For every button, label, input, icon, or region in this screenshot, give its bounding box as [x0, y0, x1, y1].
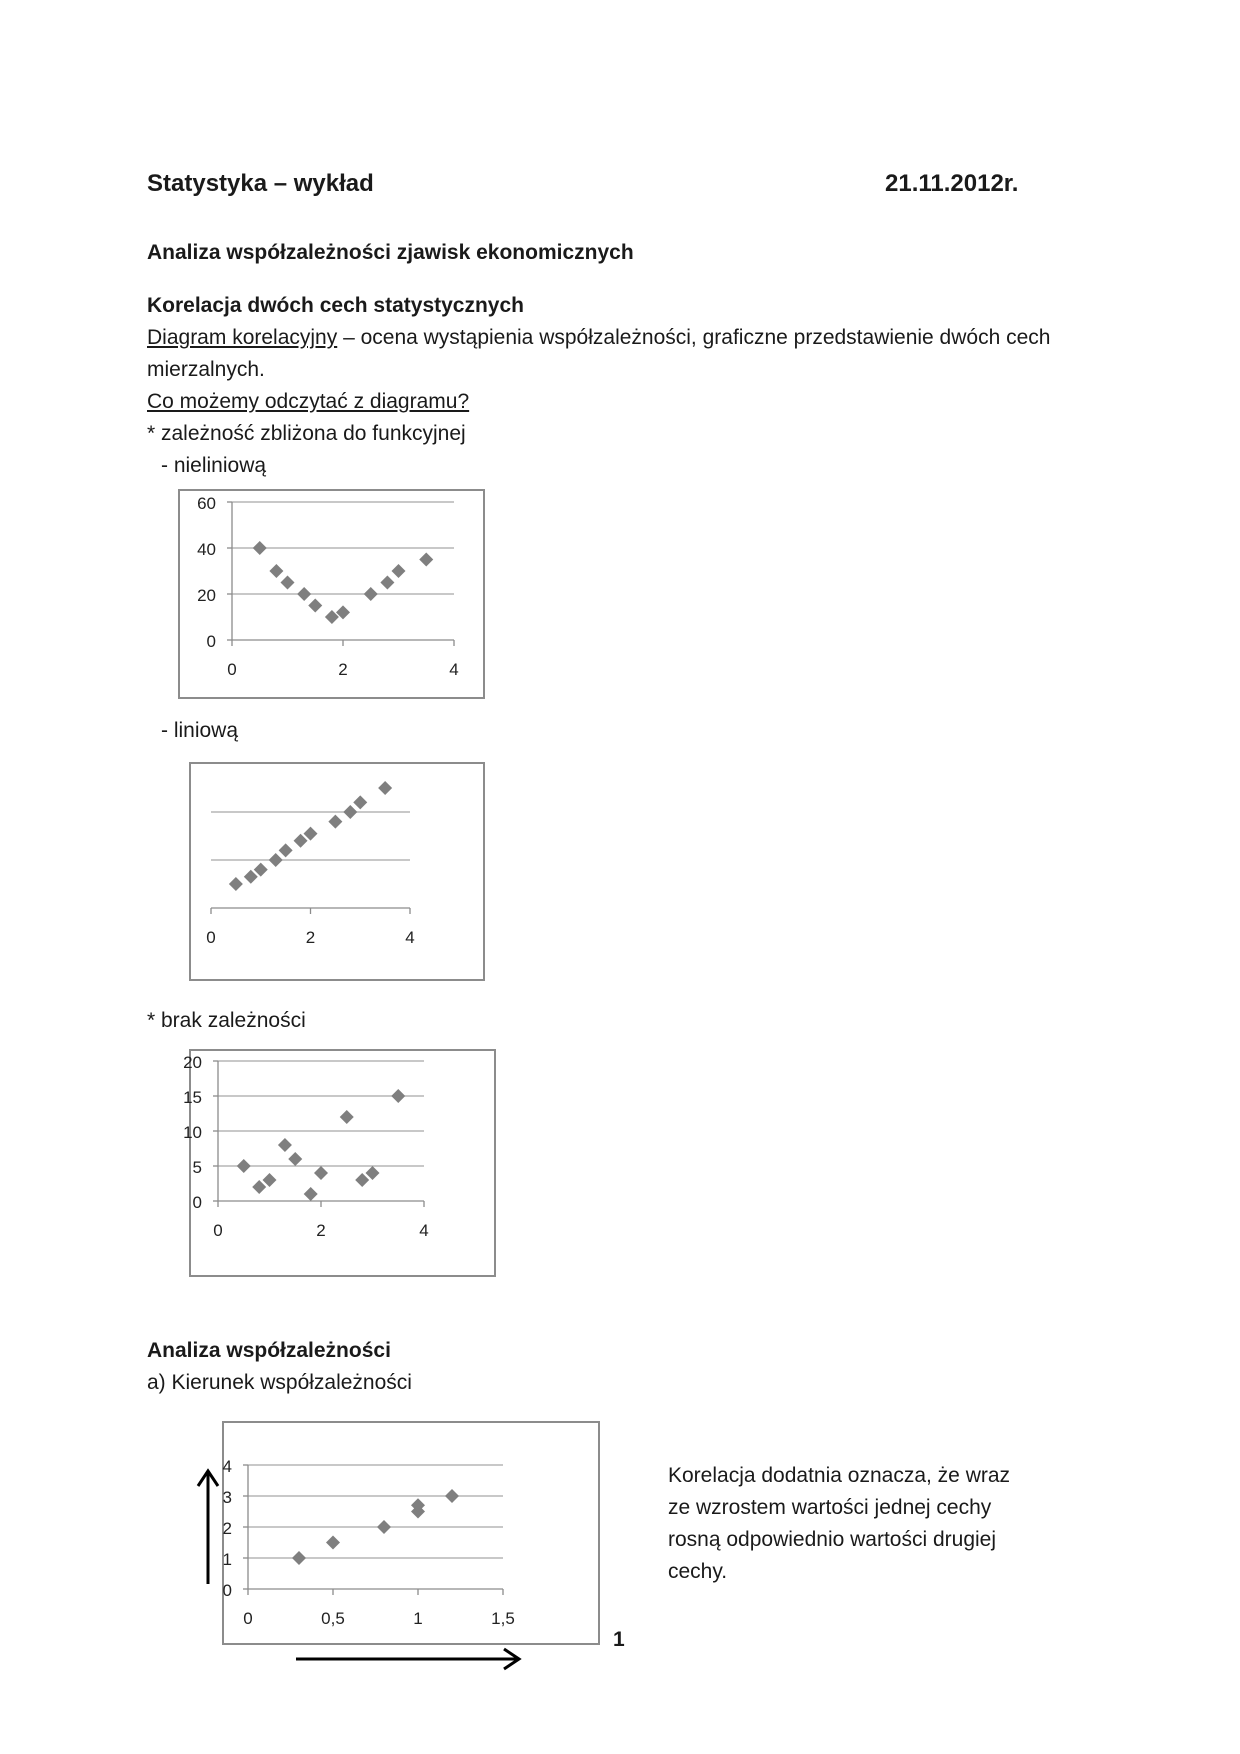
- chart-positive-correlation: [222, 1421, 600, 1645]
- x-tick-label: 4: [449, 660, 459, 679]
- x-tick-label: 0: [243, 1609, 253, 1628]
- data-point: [391, 1089, 405, 1103]
- section-heading-analiza2: Analiza współzależności: [147, 1339, 391, 1362]
- data-point: [297, 587, 311, 601]
- data-point: [314, 1166, 328, 1180]
- x-tick-label: 2: [338, 660, 348, 679]
- x-tick-label: 4: [419, 1221, 429, 1240]
- diagram-definition-text: – ocena wystąpienia współzależności, graficzne przedstawienie dwóch cech: [337, 326, 1051, 349]
- y-tick-label: 10: [183, 1123, 202, 1142]
- data-point: [366, 1166, 380, 1180]
- data-point: [294, 834, 308, 848]
- data-point: [380, 576, 394, 590]
- y-tick-label: 0: [206, 632, 216, 651]
- chart-linear: [189, 762, 485, 981]
- y-tick-label: 1: [222, 1550, 232, 1569]
- bullet-no-dependence: * brak zależności: [147, 1009, 306, 1032]
- data-point: [326, 1536, 340, 1550]
- data-point: [278, 1138, 292, 1152]
- description-line: ze wzrostem wartości jednej cechy: [668, 1496, 992, 1519]
- data-point: [328, 815, 342, 829]
- data-point: [263, 1173, 277, 1187]
- y-tick-label: 4: [222, 1457, 232, 1476]
- data-point: [279, 843, 293, 857]
- direction-heading: a) Kierunek współzależności: [147, 1371, 412, 1394]
- y-tick-label: 3: [222, 1488, 232, 1507]
- data-point: [308, 599, 322, 613]
- y-tick-label: 60: [197, 494, 216, 513]
- chart-positive-correlation-svg: [224, 1423, 598, 1643]
- data-point: [355, 1173, 369, 1187]
- data-point: [292, 1551, 306, 1565]
- chart-no-dependence: [183, 1049, 496, 1277]
- chart-linear-svg: [191, 764, 483, 979]
- chart-no-dependence-svg: [183, 1051, 494, 1275]
- bullet-functional: * zależność zbliżona do funkcyjnej: [147, 422, 466, 445]
- y-tick-label: 0: [192, 1193, 202, 1212]
- diagram-term: Diagram korelacyjny: [147, 326, 338, 349]
- data-point: [445, 1489, 459, 1503]
- data-point: [254, 863, 268, 877]
- document-date: 21.11.2012r.: [885, 170, 1019, 197]
- y-direction-arrow-icon: [190, 1466, 226, 1586]
- document-title: Statystyka – wykład: [147, 170, 374, 197]
- data-point: [353, 795, 367, 809]
- y-tick-label: 20: [183, 1053, 202, 1072]
- sub-linear: - liniową: [161, 719, 239, 742]
- description-line: rosną odpowiednio wartości drugiej: [668, 1528, 997, 1551]
- diagram-definition-line2: mierzalnych.: [147, 358, 265, 381]
- data-point: [304, 827, 318, 841]
- y-tick-label: 15: [183, 1088, 202, 1107]
- data-point: [288, 1152, 302, 1166]
- section-heading-korelacja: Korelacja dwóch cech statystycznych: [147, 294, 524, 317]
- chart-nonlinear-svg: [180, 491, 483, 697]
- x-tick-label: 2: [305, 928, 316, 947]
- y-tick-label: 40: [197, 540, 216, 559]
- y-tick-label: 5: [192, 1158, 202, 1177]
- description-line: Korelacja dodatnia oznacza, że wraz: [668, 1464, 1011, 1487]
- x-tick-label: 1,5: [491, 1609, 515, 1628]
- section-heading-analiza: Analiza współzależności zjawisk ekonomicznych: [147, 241, 634, 264]
- x-tick-label: 0: [227, 660, 237, 679]
- x-tick-label: 4: [405, 928, 415, 947]
- correlation-description: [668, 1460, 1028, 1588]
- data-point: [281, 576, 295, 590]
- sub-nonlinear: - nieliniową: [161, 454, 267, 477]
- y-tick-label: 2: [222, 1519, 232, 1538]
- data-point: [253, 541, 267, 555]
- data-point: [229, 877, 243, 891]
- data-point: [340, 1110, 354, 1124]
- data-point: [269, 564, 283, 578]
- data-point: [269, 853, 283, 867]
- x-tick-label: 0: [213, 1221, 223, 1240]
- question-text: Co możemy odczytać z diagramu?: [147, 390, 470, 413]
- diagram-definition-line1: [147, 325, 1050, 351]
- page-number: 1: [613, 1628, 625, 1651]
- x-tick-label: 0,5: [321, 1609, 345, 1628]
- x-tick-label: 0: [206, 928, 216, 947]
- x-tick-label: 1: [413, 1609, 423, 1628]
- y-tick-label: 20: [197, 586, 216, 605]
- data-point: [378, 781, 392, 795]
- data-point: [377, 1520, 391, 1534]
- data-point: [419, 553, 433, 567]
- x-tick-label: 2: [316, 1221, 326, 1240]
- data-point: [244, 870, 258, 884]
- data-point: [252, 1180, 266, 1194]
- data-point: [343, 805, 357, 819]
- description-line: cechy.: [668, 1560, 728, 1583]
- data-point: [392, 564, 406, 578]
- y-tick-label: 0: [222, 1581, 232, 1600]
- x-direction-arrow-icon: [294, 1644, 524, 1674]
- data-point: [364, 587, 378, 601]
- data-point: [237, 1159, 251, 1173]
- data-point: [304, 1187, 318, 1201]
- chart-nonlinear: [178, 489, 485, 699]
